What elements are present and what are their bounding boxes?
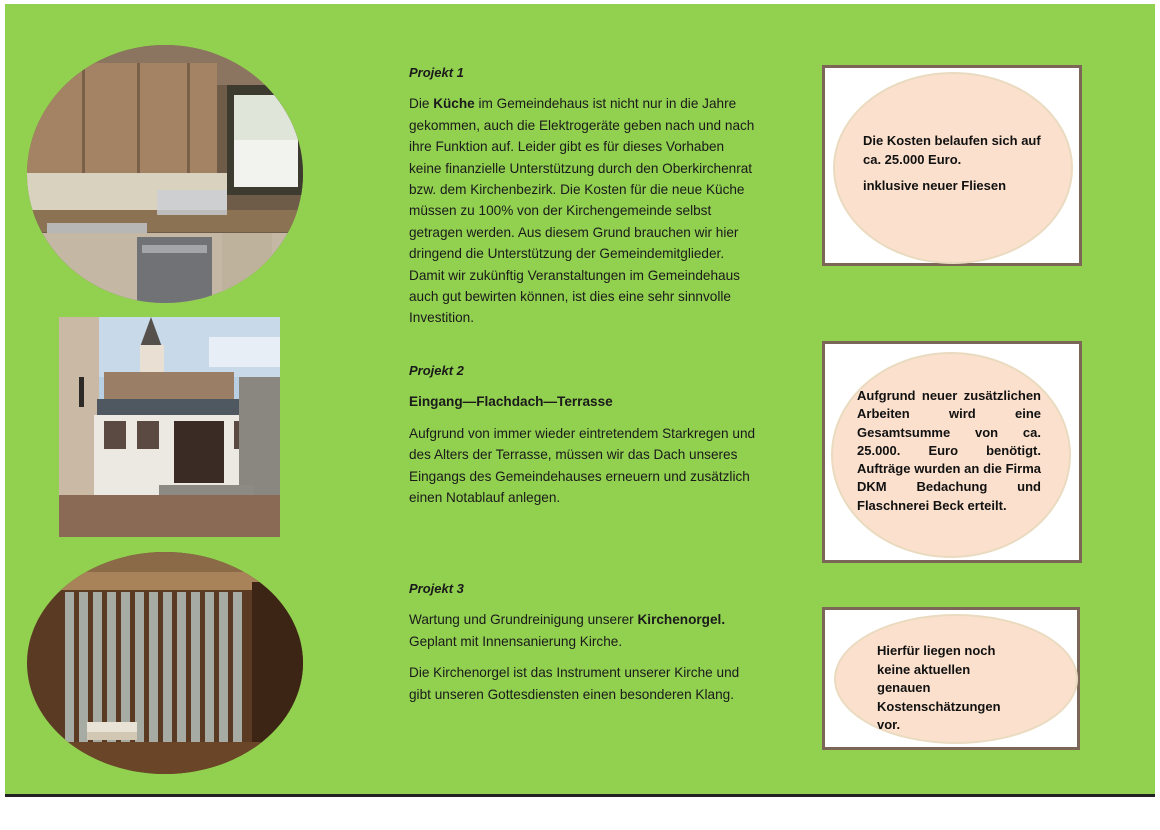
project-2-cost-box [822, 341, 1082, 563]
project-3-cost-text [877, 642, 1017, 743]
entrance-photo [59, 317, 280, 537]
cost-line: Die Kosten belaufen sich auf ca. 25.000 Euro. [863, 133, 1041, 167]
project-2-cost-text [857, 387, 1041, 523]
project-1-text [409, 62, 759, 339]
project-2-subheading: Eingang—Flachdach—Terrasse [409, 394, 613, 410]
cost-line: inklusive neuer Fliesen [863, 178, 1007, 193]
project-3-heading: Projekt 3 [409, 581, 464, 596]
project-2-text [409, 360, 759, 518]
cost-line: Hierfür liegen noch keine aktuellen genauen Kostenschätzungen vor. [877, 643, 1001, 732]
project-3-body-1 [409, 609, 759, 652]
body-bold-text: Küche [433, 96, 475, 112]
project-1-heading: Projekt 1 [409, 65, 464, 80]
bottom-rule [5, 794, 1155, 797]
project-1-body [409, 93, 759, 328]
project-2-heading: Projekt 2 [409, 363, 464, 378]
body-bold-text: Kirchenorgel. [637, 612, 726, 628]
organ-photo [27, 552, 303, 774]
project-1-cost-text [863, 132, 1053, 204]
project-2-body: Aufgrund von immer wieder eintretendem Starkregen und des Alters der Terrasse, müssen wir das Dach unseres Eingangs des Gemeindehauses erneuern und zusätzlich einen Notablauf anlegen. [409, 425, 756, 506]
project-3-body-2: Die Kirchenorgel ist das Instrument unserer Kirche und gibt unseren Gottesdiensten einen besonderen Klang. [409, 665, 740, 702]
body-text: Die [409, 96, 434, 112]
project-3-cost-box [822, 607, 1080, 750]
cost-line: Aufgrund neuer zusätzlichen Arbeiten wird eine Gesamtsumme von ca. 25.000. Euro benötigt. Aufträge wurden an die Firma DKM Bedachung und Flaschnerei Beck erteilt. [857, 388, 1041, 513]
kitchen-photo [27, 45, 303, 303]
body-text: Wartung und Grundreinigung unserer [409, 612, 638, 628]
body-text: Geplant mit Innensanierung Kirche. [409, 633, 623, 649]
project-1-cost-box [822, 65, 1082, 266]
body-text: im Gemeindehaus ist nicht nur in die Jahre gekommen, auch die Elektrogeräte geben nach und nach ihre Funktion auf. Leider gibt es für dieses Vorhaben keine finanzielle Unterstützung durch den Oberkirchenrat bzw. dem Kirchenbezirk. Die Kosten für die neue Küche müssen zu 100% von der Kirchengemeinde selbst getragen werden. Aus diesem Grund brauchen wir hier dringend die Unterstützung der Gemeindemitglieder. Damit wir zukünftig Veranstaltungen im Gemeindehaus auch gut bewirten können, ist dies eine sehr sinnvolle Investition. [409, 96, 755, 326]
project-3-text [409, 578, 759, 715]
